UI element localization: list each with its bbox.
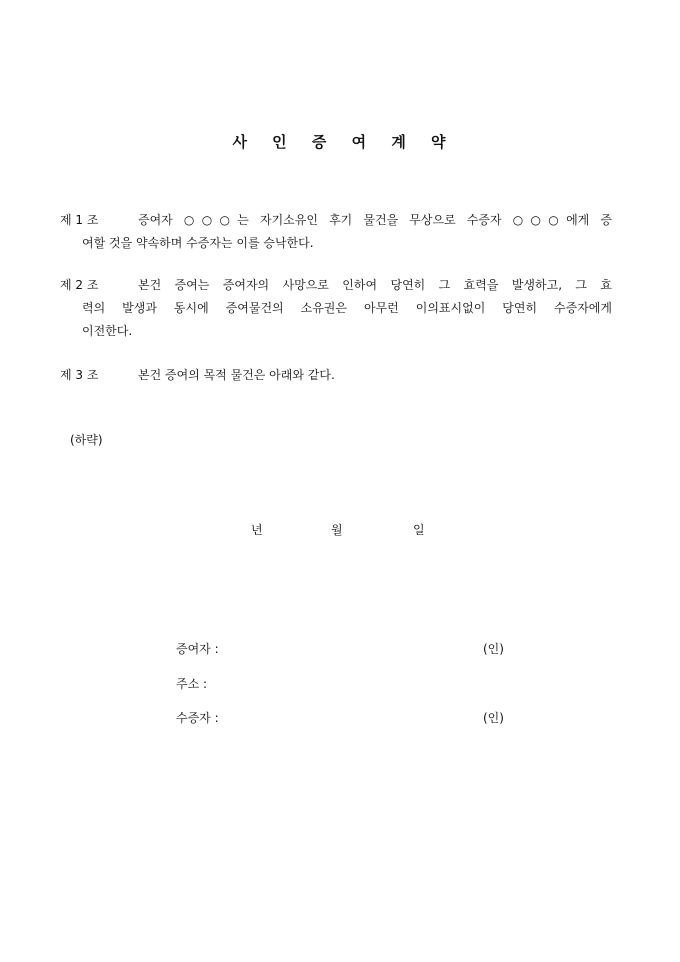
omitted-note: (하략) <box>70 433 103 447</box>
article-text-line: 본건 증여는 증여자의 사망으로 인하여 당연히 그 효력을 발생하고, 그 효 <box>138 278 612 292</box>
donor-seal: (인) <box>483 642 504 656</box>
article-heading: 제 1 조 <box>60 213 99 227</box>
article-heading: 제 2 조 <box>60 278 99 292</box>
date-year: 년 <box>251 523 263 537</box>
article-1 <box>60 209 612 255</box>
address-label: 주소 : <box>176 677 208 691</box>
date-day: 일 <box>413 523 425 537</box>
donor-label: 증여자 : <box>176 642 219 656</box>
article-heading: 제 3 조 <box>60 368 99 382</box>
article-2 <box>60 274 612 343</box>
donee-seal: (인) <box>483 711 504 725</box>
article-3 <box>60 364 612 387</box>
donee-label: 수증자 : <box>176 711 219 725</box>
article-text-line: 이전한다. <box>82 324 133 338</box>
document-title: 사 인 증 여 계 약 <box>232 133 456 151</box>
date-month: 월 <box>331 523 343 537</box>
article-text-line: 본건 증여의 목적 물건은 아래와 같다. <box>138 368 335 382</box>
article-text-line: 여할 것을 약속하며 수증자는 이를 승낙한다. <box>82 236 314 250</box>
article-text-line: 증여자 ○○○는 자기소유인 후기 물건을 무상으로 수증자 ○○○에게 증 <box>138 213 612 227</box>
article-text-line: 력의 발생과 동시에 증여물건의 소유권은 아무런 이의표시없이 당연히 수증자에게 <box>82 301 612 315</box>
